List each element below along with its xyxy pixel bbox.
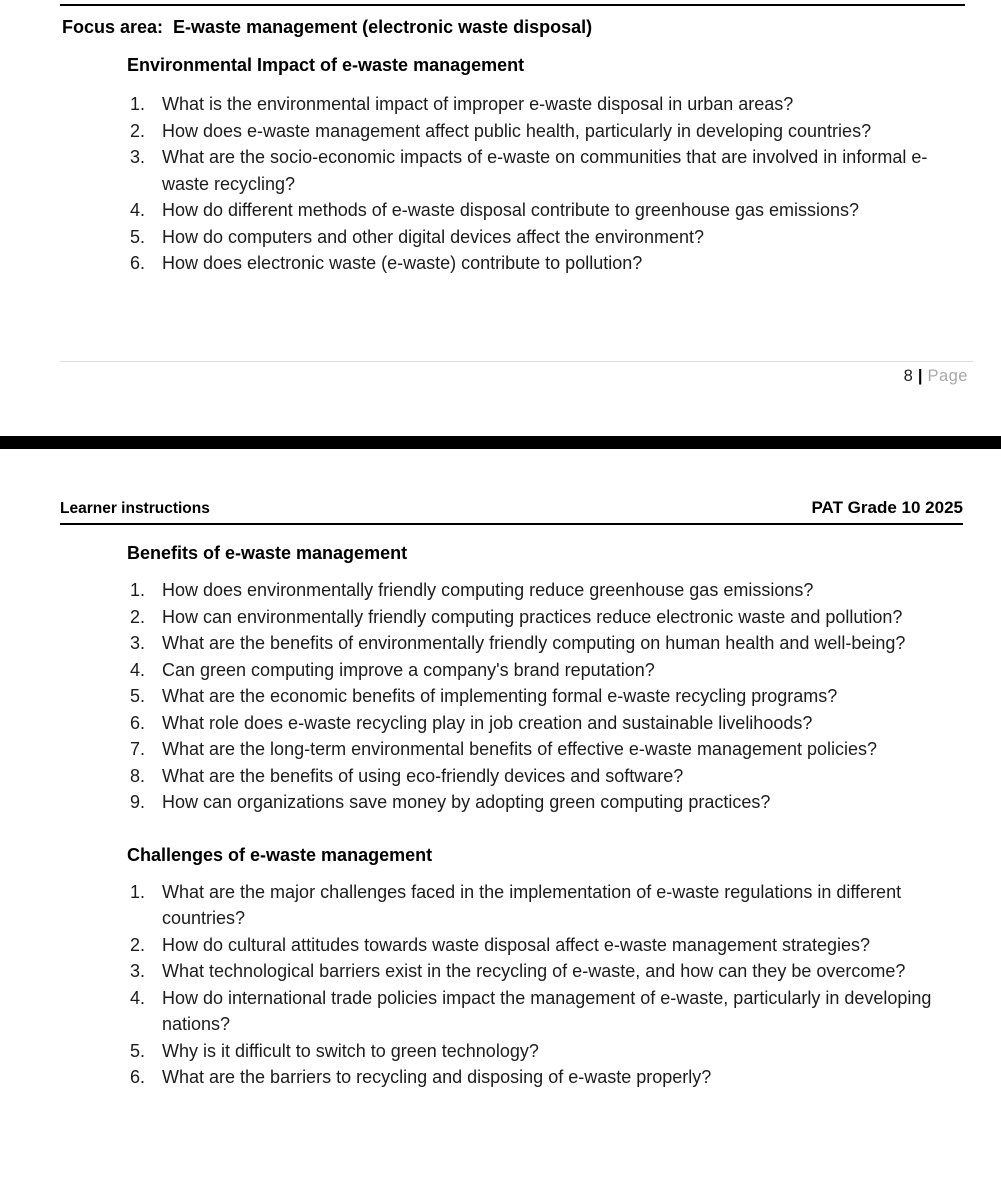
question-text: How can organizations save money by adopting green computing practices? xyxy=(162,792,771,812)
header-learner-instructions: Learner instructions xyxy=(60,500,210,517)
page-number-footer xyxy=(904,364,968,389)
section-heading-environmental-impact: Environmental Impact of e-waste management xyxy=(127,55,525,75)
question-number: 3. xyxy=(130,633,146,653)
question-text: How do different methods of e-waste disposal contribute to greenhouse gas emissions? xyxy=(162,200,860,220)
question-number: 3. xyxy=(130,147,146,167)
footer-separator: | xyxy=(917,367,923,385)
question-text: What are the major challenges faced in the implementation of e-waste regulations in different countries? xyxy=(162,881,902,928)
question-item xyxy=(130,1064,935,1091)
question-number: 7. xyxy=(130,739,146,759)
question-text: How can environmentally friendly computing practices reduce electronic waste and pollution? xyxy=(162,606,903,627)
benefits-question-list xyxy=(130,577,935,816)
question-text: How do cultural attitudes towards waste disposal affect e-waste management strategies? xyxy=(162,934,871,955)
question-number: 2. xyxy=(130,120,146,141)
question-text: What technological barriers exist in the recycling of e-waste, and how can they be overcome? xyxy=(162,961,906,981)
document-header xyxy=(60,498,963,525)
question-item xyxy=(130,1038,935,1065)
environmental-impact-question-list xyxy=(130,91,935,277)
question-text: Can green computing improve a company's brand reputation? xyxy=(162,659,655,680)
question-item xyxy=(130,683,935,710)
footer-page-label: Page xyxy=(927,367,968,385)
question-number: 5. xyxy=(130,226,146,247)
question-text: How does electronic waste (e-waste) contribute to pollution? xyxy=(162,253,643,273)
question-text: Why is it difficult to switch to green technology? xyxy=(162,1040,539,1061)
question-number: 2. xyxy=(130,934,146,955)
question-item xyxy=(130,985,935,1038)
question-item xyxy=(130,577,935,604)
question-item xyxy=(130,710,935,737)
question-number: 4. xyxy=(130,659,146,680)
header-pat-grade: PAT Grade 10 2025 xyxy=(811,498,963,517)
question-number: 6. xyxy=(130,712,146,733)
question-number: 8. xyxy=(130,765,146,786)
question-text: What are the socio-economic impacts of e-waste on communities that are involved in informal e-waste recycling? xyxy=(162,147,928,194)
page-number: 8 xyxy=(903,367,913,385)
question-item xyxy=(130,604,935,631)
question-item xyxy=(130,958,935,985)
question-text: What are the barriers to recycling and disposing of e-waste properly? xyxy=(162,1067,712,1087)
question-item xyxy=(130,630,935,657)
question-item xyxy=(130,879,935,932)
page-break-divider xyxy=(0,436,1001,449)
question-item xyxy=(130,657,935,684)
question-number: 9. xyxy=(130,792,146,812)
question-item xyxy=(130,763,935,790)
focus-area-heading: Focus area: E-waste management (electronic waste disposal) xyxy=(62,17,593,37)
question-text: How do international trade policies impact the management of e-waste, particularly in developing nations? xyxy=(162,987,932,1034)
question-item xyxy=(130,118,935,145)
question-number: 4. xyxy=(130,987,146,1008)
question-item xyxy=(130,197,935,224)
question-number: 4. xyxy=(130,200,146,220)
question-number: 6. xyxy=(130,253,146,273)
section-heading-benefits: Benefits of e-waste management xyxy=(127,543,408,563)
question-text: What are the long-term environmental benefits of effective e-waste management policies? xyxy=(162,739,878,759)
question-text: How do computers and other digital devices affect the environment? xyxy=(162,226,704,247)
question-number: 5. xyxy=(130,686,146,706)
question-text: What are the economic benefits of implementing formal e-waste recycling programs? xyxy=(162,686,838,706)
question-item xyxy=(130,932,935,959)
section-heading-challenges: Challenges of e-waste management xyxy=(127,844,433,865)
question-text: How does environmentally friendly computing reduce greenhouse gas emissions? xyxy=(162,580,814,600)
page-top-rule xyxy=(60,4,965,6)
question-item xyxy=(130,250,935,277)
question-item xyxy=(130,736,935,763)
question-item xyxy=(130,789,935,816)
question-text: What is the environmental impact of improper e-waste disposal in urban areas? xyxy=(162,94,794,114)
question-text: How does e-waste management affect public health, particularly in developing countries? xyxy=(162,120,872,141)
question-number: 5. xyxy=(130,1040,146,1061)
question-text: What are the benefits of environmentally friendly computing on human health and well-being? xyxy=(162,633,906,653)
question-number: 1. xyxy=(130,580,146,600)
question-number: 3. xyxy=(130,961,146,981)
footer-rule xyxy=(60,361,973,362)
question-item xyxy=(130,144,935,197)
question-text: What role does e-waste recycling play in job creation and sustainable livelihoods? xyxy=(162,712,813,733)
question-number: 2. xyxy=(130,606,146,627)
challenges-question-list xyxy=(130,879,935,1091)
question-number: 1. xyxy=(130,94,146,114)
page-8-section xyxy=(0,4,1001,436)
question-item xyxy=(130,224,935,251)
question-text: What are the benefits of using eco-friendly devices and software? xyxy=(162,765,684,786)
question-item xyxy=(130,91,935,118)
question-number: 6. xyxy=(130,1067,146,1087)
next-page-section xyxy=(0,498,1001,1091)
question-number: 1. xyxy=(130,881,146,902)
